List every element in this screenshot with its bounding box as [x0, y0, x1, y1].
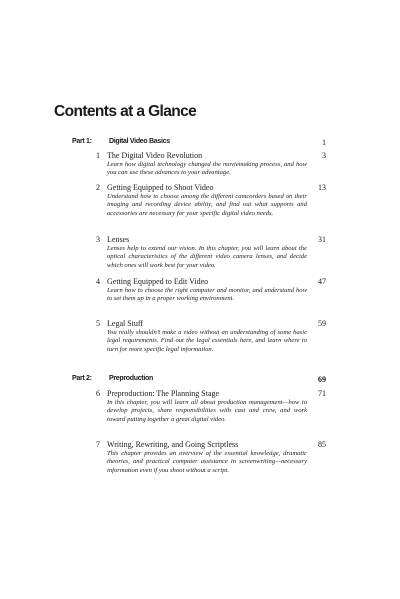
chapter-number: 2	[96, 183, 100, 192]
chapter-entry	[96, 182, 326, 218]
chapter-number: 5	[96, 319, 100, 328]
part-title: Preproduction	[109, 375, 153, 382]
chapter-number: 4	[96, 277, 100, 286]
page-title: Contents at a Glance	[54, 103, 197, 120]
chapter-title: The Digital Video Revolution	[107, 151, 203, 160]
part-label: Part 1:	[72, 138, 92, 145]
chapter-number: 1	[96, 151, 100, 160]
chapter-number: 6	[96, 389, 100, 398]
chapter-description: Learn how to choose the right computer and monitor, and understand how to set them up in a proper working environment.	[107, 287, 307, 303]
chapter-number: 3	[96, 235, 100, 244]
chapter-title: Getting Equipped to Shoot Video	[107, 183, 214, 192]
chapter-description: This chapter provides an overview of the essential knowledge, dramatic theories, and practical computer assistance in screenwriting—necessary information even if you shoot without a script.	[107, 450, 307, 474]
chapter-entry	[96, 150, 326, 178]
chapter-page-number: 85	[318, 440, 326, 449]
chapter-entry	[96, 276, 326, 304]
part-title: Digital Video Basics	[109, 138, 170, 145]
part-label: Part 2:	[72, 375, 92, 382]
chapter-description: In this chapter, you will learn all about production management—how to develop projects, share responsibilities with cast and crew, and work toward putting together a great digital video.	[107, 399, 307, 423]
chapter-entry	[96, 318, 326, 354]
chapter-description: Lenses help to extend our vision. In this chapter, you will learn about the optical characteristics of the different video camera lenses, and decide which ones will work best for your video.	[107, 245, 307, 269]
chapter-title: Getting Equipped to Edit Video	[107, 277, 209, 286]
chapter-title: Writing, Rewriting, and Going Scriptless	[107, 440, 239, 449]
part-page-number: 69	[318, 375, 326, 384]
chapter-title: Lenses	[107, 235, 130, 244]
part-entry	[72, 375, 326, 387]
chapter-description: Understand how to choose among the different camcorders based on their imaging and recording device ability, and find out what supports and accessories are necessary for your specific digital video needs.	[107, 193, 307, 217]
chapter-page-number: 31	[318, 235, 326, 244]
part-entry	[72, 138, 326, 150]
chapter-page-number: 3	[322, 151, 326, 160]
chapter-page-number: 47	[318, 277, 326, 286]
chapter-page-number: 59	[318, 319, 326, 328]
chapter-entry	[96, 439, 326, 475]
chapter-page-number: 71	[318, 389, 326, 398]
chapter-entry	[96, 234, 326, 270]
chapter-title: Preproduction: The Planning Stage	[107, 389, 220, 398]
chapter-entry	[96, 388, 326, 424]
chapter-page-number: 13	[318, 183, 326, 192]
chapter-description: You really shouldn’t make a video without an understanding of some basic legal requirements. Find out the legal essentials here, and learn where to turn for more specific legal information.	[107, 329, 307, 353]
chapter-title: Legal Stuff	[107, 319, 144, 328]
part-page-number: 1	[322, 138, 326, 147]
chapter-description: Learn how digital technology changed the moviemaking process, and how you can use these advances to your advantage.	[107, 161, 307, 177]
chapter-number: 7	[96, 440, 100, 449]
